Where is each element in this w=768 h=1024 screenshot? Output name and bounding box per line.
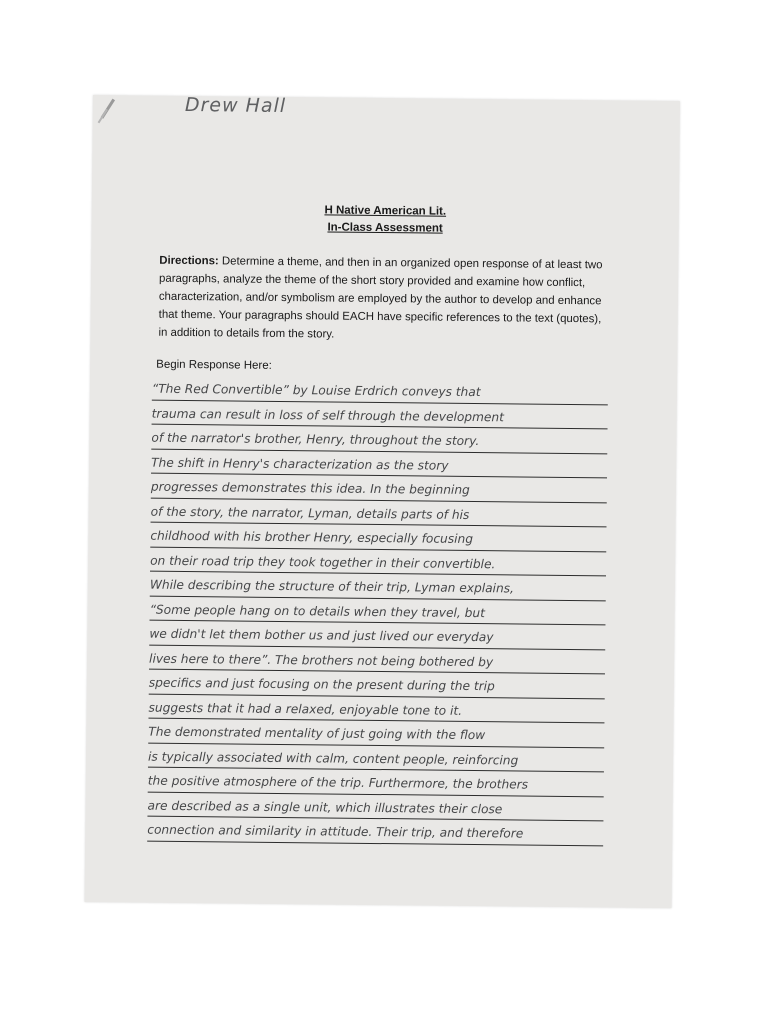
- response-lines: [147, 376, 608, 846]
- begin-response-label: Begin Response Here:: [156, 358, 272, 372]
- directions-text: Determine a theme, and then in an organized open response of at least two paragraphs, analyze the theme of the short story provided and examine how conflict, characterization, and/or symbolism are employed by the author to develop and enhance that theme. Your paragraphs should EACH have specific references to the text (quotes), in addition to details from the story.: [158, 255, 603, 341]
- response-line: connection and similarity in attitude. Their trip, and therefore: [147, 817, 603, 846]
- response-line: trauma can result in loss of self through the development: [152, 400, 608, 429]
- response-line: While describing the structure of their trip, Lyman explains,: [150, 572, 606, 601]
- response-line: The demonstrated mentality of just going with the flow: [148, 719, 604, 748]
- response-line: “Some people hang on to details when they travel, but: [149, 596, 605, 625]
- response-line: are described as a single unit, which illustrates their close: [147, 792, 603, 821]
- directions-label: Directions:: [159, 254, 219, 268]
- response-line: suggests that it had a relaxed, enjoyable tone to it.: [148, 694, 604, 723]
- response-line: progresses demonstrates this idea. In the beginning: [151, 474, 607, 503]
- response-line: of the narrator's brother, Henry, throughout the story.: [151, 425, 607, 454]
- staple-icon: [98, 109, 108, 124]
- response-line: of the story, the narrator, Lyman, details parts of his: [151, 498, 607, 527]
- response-line: we didn't let them bother us and just lived our everyday: [149, 621, 605, 650]
- response-line: is typically associated with calm, content people, reinforcing: [148, 743, 604, 772]
- directions-paragraph: [158, 252, 609, 347]
- response-line: on their road trip they took together in their convertible.: [150, 547, 606, 576]
- response-line: specifics and just focusing on the present during the trip: [149, 670, 605, 699]
- assessment-title: In-Class Assessment: [327, 221, 443, 235]
- response-line: lives here to there”. The brothers not being bothered by: [149, 645, 605, 674]
- response-line: childhood with his brother Henry, especially focusing: [150, 523, 606, 552]
- response-line: The shift in Henry's characterization as the story: [151, 449, 607, 478]
- response-line: “The Red Convertible” by Louise Erdrich conveys that: [152, 376, 608, 405]
- response-line: the positive atmosphere of the trip. Furthermore, the brothers: [148, 768, 604, 797]
- paper-sheet: [85, 95, 680, 908]
- course-title: H Native American Lit.: [324, 204, 447, 218]
- student-name: Drew Hall: [184, 93, 287, 118]
